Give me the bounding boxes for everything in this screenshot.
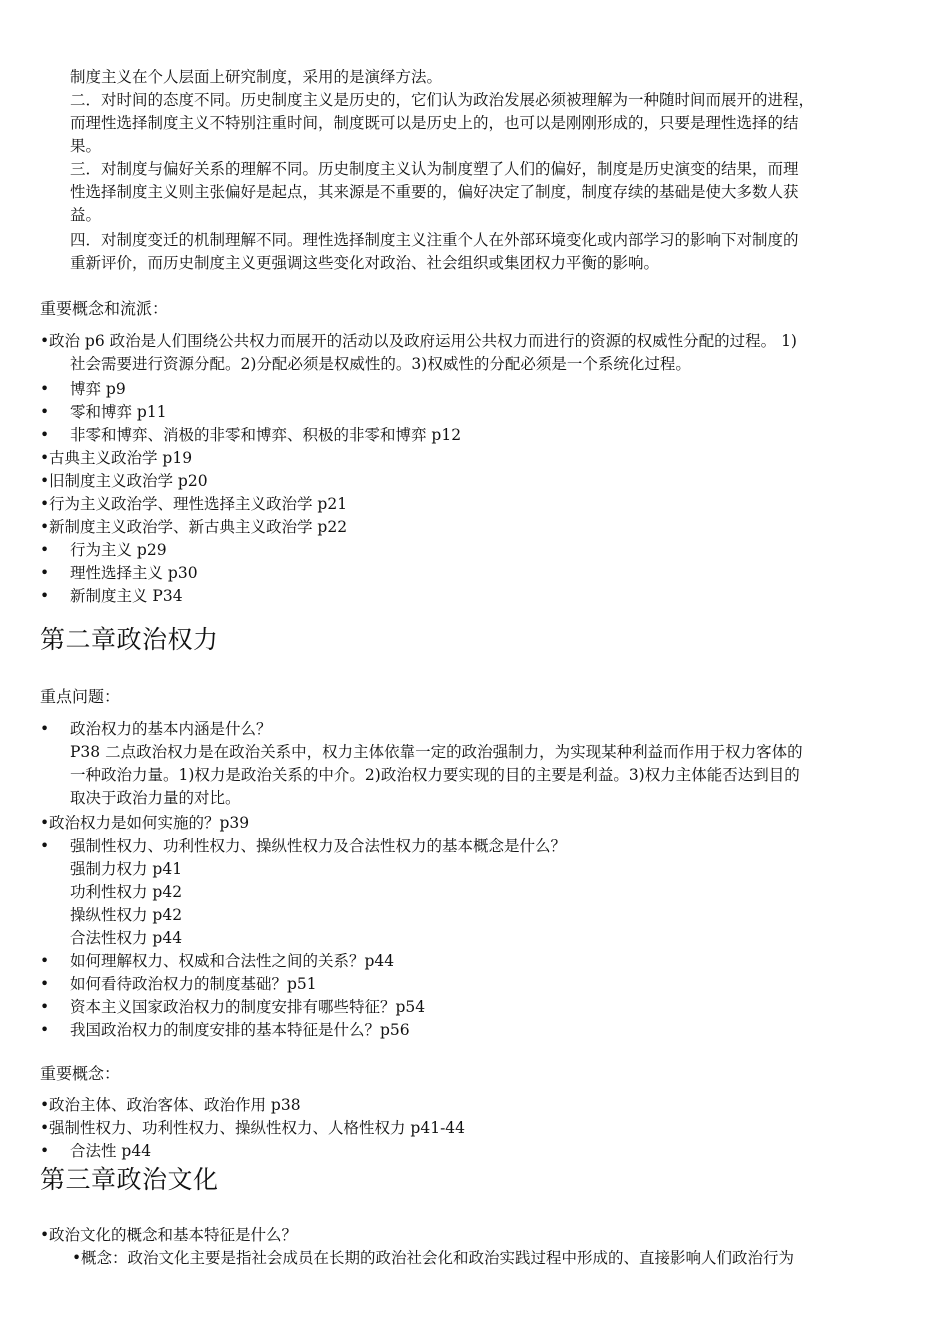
bullet-icon: • [40,837,50,855]
bullet-text: 政治权力是如何实施的？p39 [49,814,250,832]
text-line: 制度主义在个人层面上研究制度，采用的是演绎方法。 [70,68,443,86]
section-heading: 重要概念： [40,1064,121,1083]
text-line: 二．对时间的态度不同。历史制度主义是历史的，它们认为政治发展必须被理解为一种随时间而展开的进程， [70,91,815,109]
bullet-icon: • [72,1249,82,1267]
bullet-icon: • [40,472,50,490]
sub-item: 功利性权力 p42 [70,883,183,901]
text-line: 而理性选择制度主义不特别注重时间，制度既可以是历史上的，也可以是刚刚形成的，只要是理性选择的结 [70,114,799,132]
text-line: 三．对制度与偏好关系的理解不同。历史制度主义认为制度塑了人们的偏好，制度是历史演变的结果，而理 [70,160,799,178]
bullet-text: 强制性权力、功利性权力、操纵性权力、人格性权力 p41-44 [49,1119,466,1137]
chapter-title: 第三章政治文化 [40,1165,219,1194]
bullet-text: 零和博弈 p11 [70,403,167,421]
bullet-icon: • [40,975,50,993]
bullet-icon: • [40,495,50,513]
text-line: 益。 [70,206,102,224]
bullet-text: 博弈 p9 [70,380,126,398]
bullet-text: 强制性权力、功利性权力、操纵性权力及合法性权力的基本概念是什么？ [70,837,567,855]
bullet-text: 理性选择主义 p30 [70,564,198,582]
sub-item: 操纵性权力 p42 [70,906,183,924]
bullet-icon: • [40,1096,50,1114]
text-line: 四．对制度变迁的机制理解不同。理性选择制度主义注重个人在外部环境变化或内部学习的影响下对制度的 [70,231,799,249]
text-line: P38 二点政治权力是在政治关系中，权力主体依靠一定的政治强制力，为实现某种利益而作用于权力客体的 [70,743,803,761]
bullet-text: 新制度主义政治学、新古典主义政治学 p22 [49,518,348,536]
sub-item: 合法性权力 p44 [70,929,183,947]
bullet-text: 概念：政治文化主要是指社会成员在长期的政治社会化和政治实践过程中形成的、直接影响人们政治行为 [81,1249,795,1267]
bullet-text: 我国政治权力的制度安排的基本特征是什么？p56 [70,1021,410,1039]
bullet-icon: • [40,332,50,350]
text-line: 重新评价，而历史制度主义更强调这些变化对政治、社会组织或集团权力平衡的影响。 [70,254,660,272]
bullet-icon: • [40,380,50,398]
section-heading: 重要概念和流派： [40,299,169,318]
bullet-icon: • [40,564,50,582]
bullet-text: 政治主体、政治客体、政治作用 p38 [49,1096,301,1114]
bullet-text: 政治权力的基本内涵是什么？ [70,720,272,738]
bullet-icon: • [40,1142,50,1160]
bullet-text: 政治文化的概念和基本特征是什么？ [49,1226,298,1244]
bullet-icon: • [40,1226,50,1244]
bullet-text: 合法性 p44 [70,1142,152,1160]
bullet-icon: • [40,952,50,970]
bullet-icon: • [40,587,50,605]
bullet-icon: • [40,1021,50,1039]
bullet-text: 旧制度主义政治学 p20 [49,472,208,490]
bullet-icon: • [40,449,50,467]
text-line: 社会需要进行资源分配。2)分配必须是权威性的。3)权威性的分配必须是一个系统化过程。 [70,355,691,373]
bullet-icon: • [40,403,50,421]
sub-item: 强制力权力 p41 [70,860,183,878]
text-line: 一种政治力量。1)权力是政治关系的中介。2)政治权力要实现的目的主要是利益。3)权力主体能否达到目的 [70,766,800,784]
text-line: 性选择制度主义则主张偏好是起点，其来源是不重要的，偏好决定了制度，制度存续的基础是使大多数人获 [70,183,799,201]
bullet-text: 行为主义政治学、理性选择主义政治学 p21 [49,495,348,513]
bullet-icon: • [40,998,50,1016]
section-heading: 重点问题： [40,687,121,706]
bullet-text: 非零和博弈、消极的非零和博弈、积极的非零和博弈 p12 [70,426,462,444]
bullet-icon: • [40,426,50,444]
text-line: 取决于政治力量的对比。 [70,789,241,807]
bullet-text: 行为主义 p29 [70,541,167,559]
bullet-icon: • [40,814,50,832]
bullet-text: 资本主义国家政治权力的制度安排有哪些特征？p54 [70,998,426,1016]
bullet-icon: • [40,720,50,738]
bullet-text: 政治 p6 政治是人们围绕公共权力而展开的活动以及政府运用公共权力而进行的资源的权威性分配的过程。 1) [49,332,797,350]
bullet-icon: • [40,518,50,536]
bullet-text: 古典主义政治学 p19 [49,449,193,467]
bullet-icon: • [40,1119,50,1137]
bullet-icon: • [40,541,50,559]
bullet-text: 如何理解权力、权威和合法性之间的关系？p44 [70,952,395,970]
chapter-title: 第二章政治权力 [40,625,219,654]
bullet-text: 如何看待政治权力的制度基础？p51 [70,975,317,993]
text-line: 果。 [70,137,102,155]
bullet-text: 新制度主义 P34 [70,587,183,605]
